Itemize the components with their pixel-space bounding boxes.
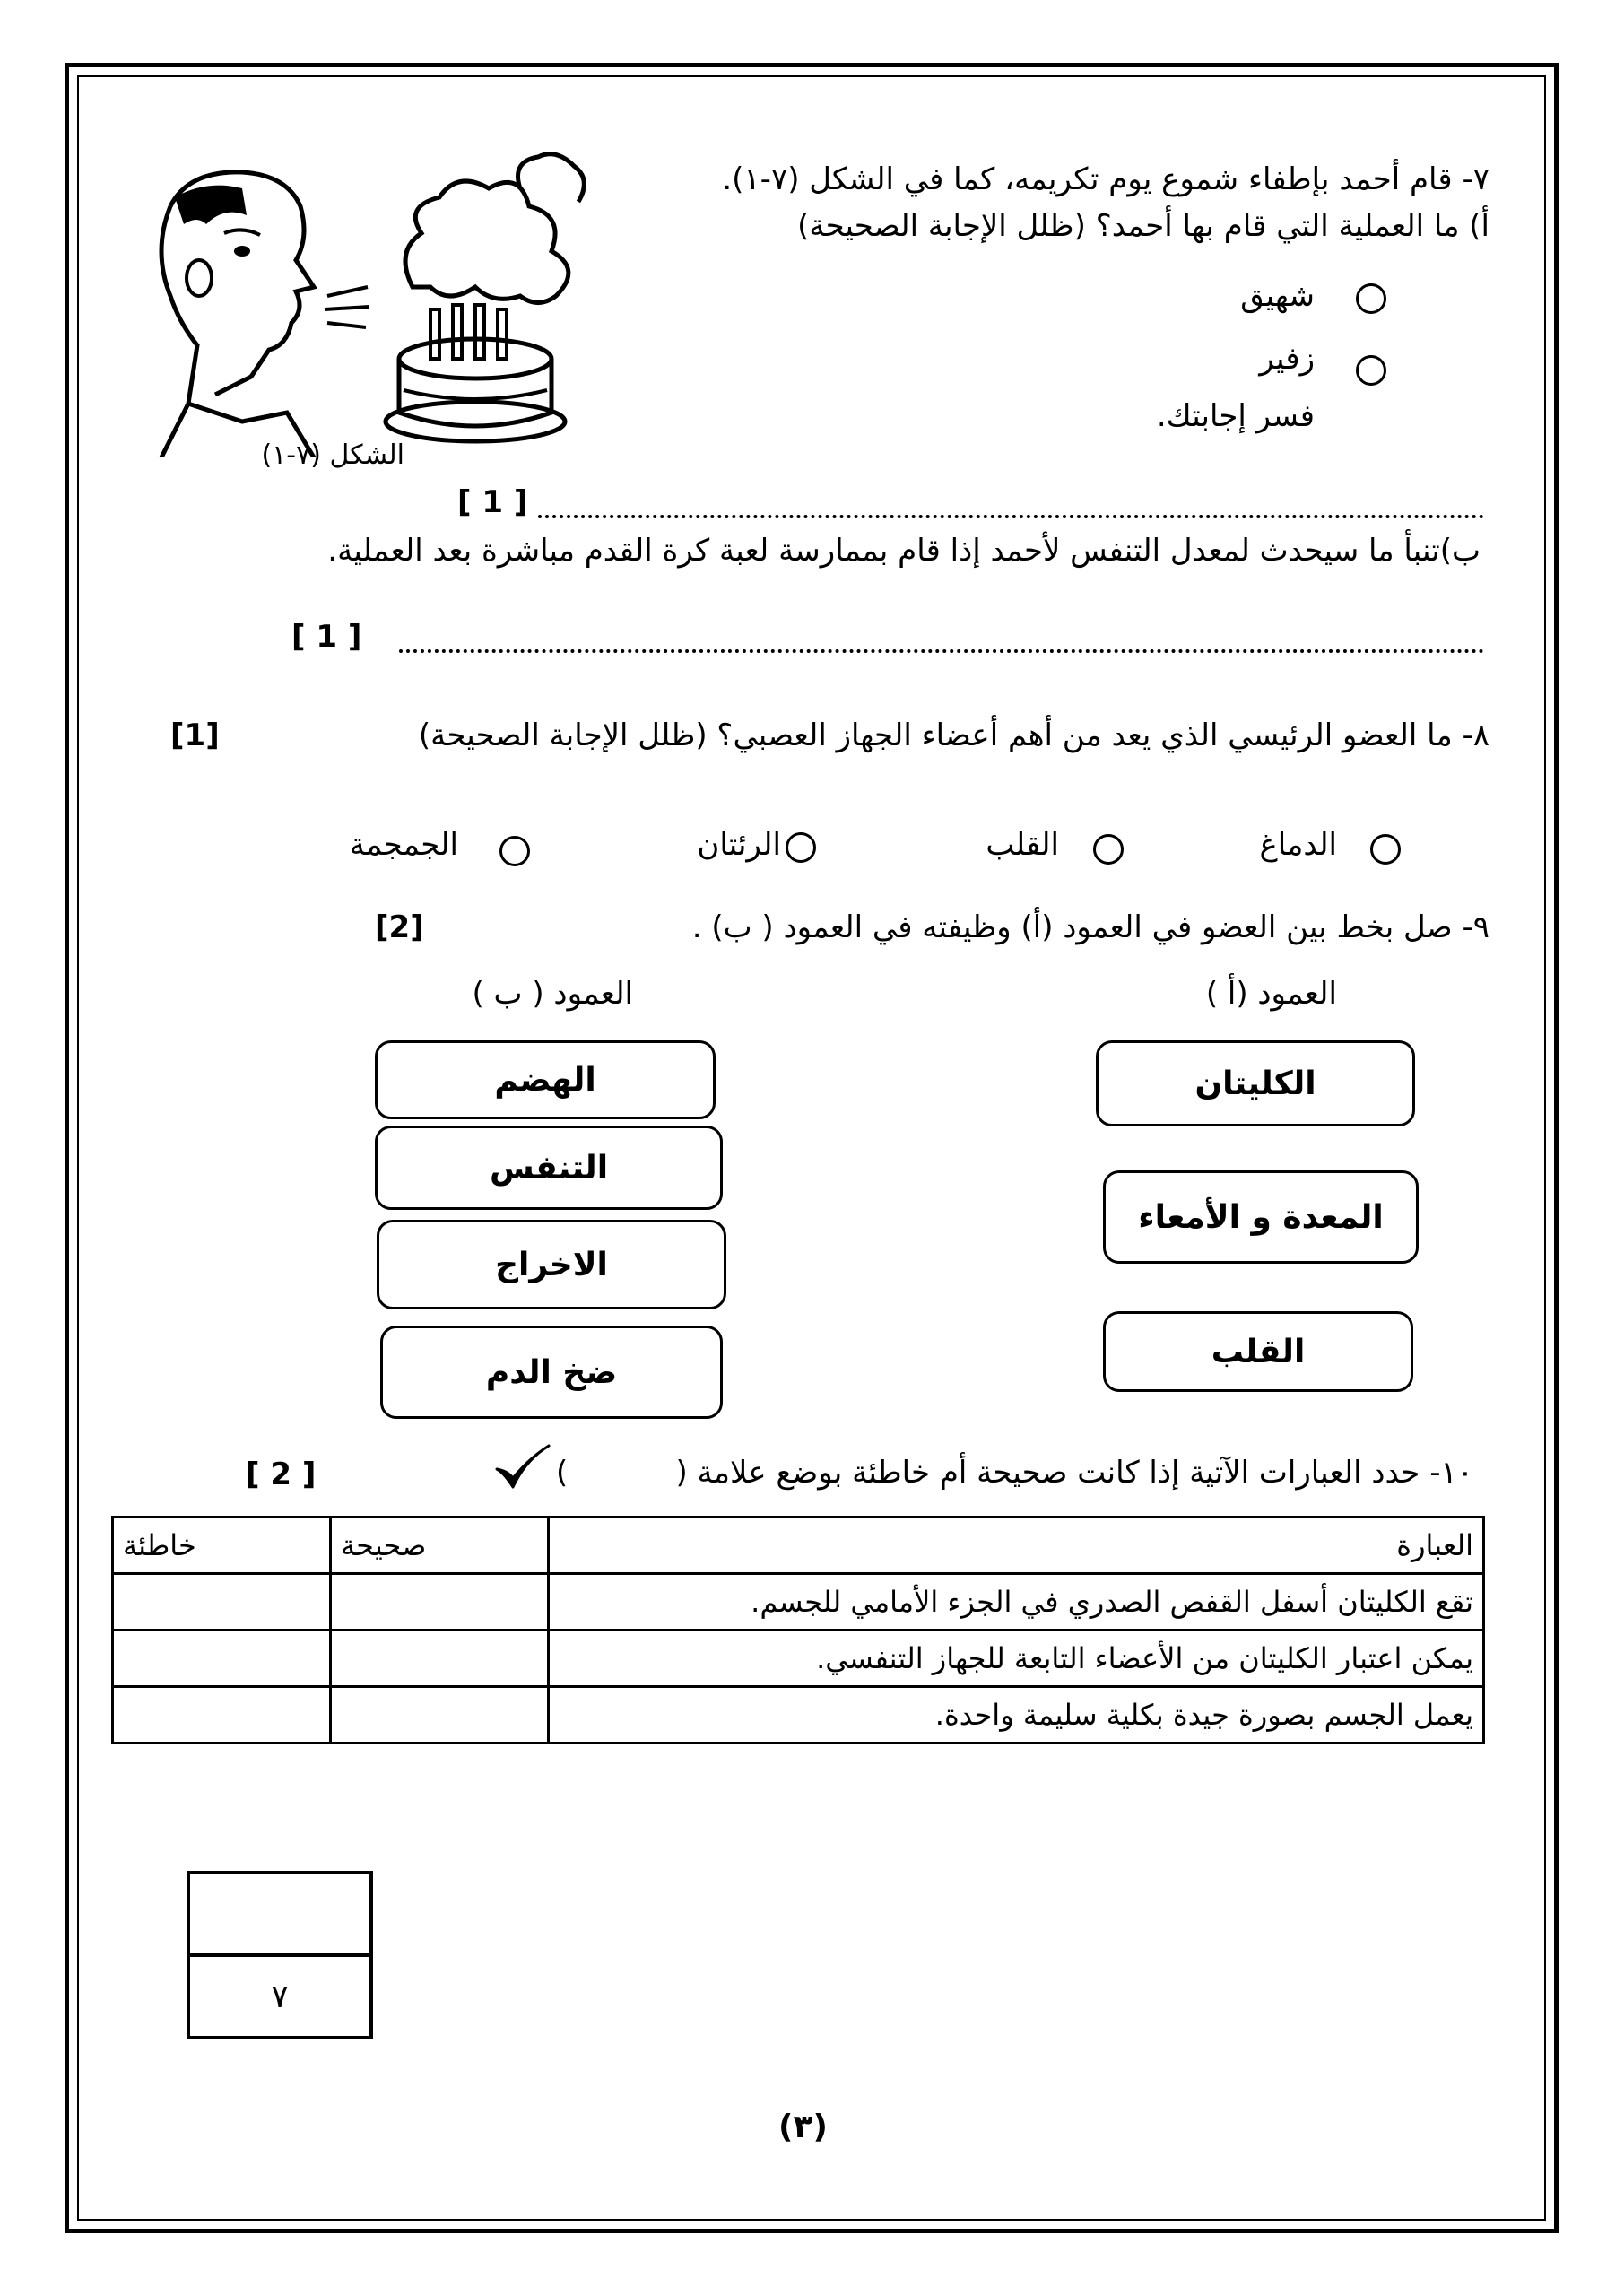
q7-mark-a: [ 1 ] bbox=[457, 484, 528, 520]
q10-title: ١٠- حدد العبارات الآتية إذا كانت صحيحة أم خاطئة بوضع علامة ( bbox=[675, 1455, 1473, 1491]
q9-col-b-item-pumping-blood[interactable]: ضخ الدم bbox=[380, 1326, 723, 1419]
table-header-row bbox=[113, 1518, 1484, 1574]
score-earned-cell[interactable] bbox=[188, 1873, 371, 1955]
table-row bbox=[113, 1574, 1484, 1631]
q10-mark: [ 2 ] bbox=[246, 1457, 317, 1492]
q9-col-a-header: العمود (أ ) bbox=[1205, 976, 1337, 1012]
q9-col-b-header: العمود ( ب ) bbox=[472, 976, 633, 1012]
true-false-table bbox=[111, 1516, 1485, 1744]
table-row bbox=[113, 1687, 1484, 1744]
q10-title-end: ) bbox=[556, 1455, 569, 1491]
q7-explain: فسر إجابتك. bbox=[1156, 398, 1315, 434]
q9-mark: [2] bbox=[375, 909, 424, 945]
q8-option-skull: الجمجمة bbox=[349, 827, 458, 863]
statement-cell: تقع الكليتان أسفل القفص الصدري في الجزء الأمامي للجسم. bbox=[549, 1574, 1484, 1631]
true-answer-cell[interactable] bbox=[331, 1687, 549, 1744]
q7-answer-line-b[interactable] bbox=[399, 649, 1484, 653]
q8-option-heart-radio[interactable] bbox=[1093, 834, 1124, 865]
q7-option-inhale: شهيق bbox=[1240, 278, 1315, 314]
header-statement: العبارة bbox=[549, 1518, 1484, 1574]
q7-mark-b: [ 1 ] bbox=[291, 619, 362, 655]
q9-col-b-item-respiration[interactable]: التنفس bbox=[375, 1126, 723, 1210]
statement-cell: يعمل الجسم بصورة جيدة بكلية سليمة واحدة. bbox=[549, 1687, 1484, 1744]
score-total-cell: ٧ bbox=[188, 1955, 371, 2038]
header-true: صحيحة bbox=[331, 1518, 549, 1574]
q9-col-b-item-excretion[interactable]: الاخراج bbox=[377, 1220, 726, 1309]
q8-option-brain: الدماغ bbox=[1259, 827, 1337, 863]
page-number: (٣) bbox=[778, 2109, 828, 2145]
q7-option-exhale: زفير bbox=[1259, 341, 1315, 377]
true-answer-cell[interactable] bbox=[331, 1631, 549, 1687]
q9-col-a-item-stomach[interactable]: المعدة و الأمعاء bbox=[1103, 1170, 1419, 1264]
q8-option-heart: القلب bbox=[986, 827, 1059, 863]
boy-blowing-candles-figure bbox=[135, 152, 601, 457]
q7-option-inhale-radio[interactable] bbox=[1356, 283, 1386, 314]
q8-mark: [1] bbox=[170, 718, 220, 753]
false-answer-cell[interactable] bbox=[113, 1631, 331, 1687]
header-false: خاطئة bbox=[113, 1518, 331, 1574]
q7-part-a: أ) ما العملية التي قام بها أحمد؟ (ظلل الإجابة الصحيحة) bbox=[797, 208, 1489, 244]
checkmark-icon bbox=[493, 1442, 552, 1492]
q8-title: ٨- ما العضو الرئيسي الذي يعد من أهم أعضاء الجهاز العصبي؟ (ظلل الإجابة الصحيحة) bbox=[418, 718, 1489, 753]
table-row bbox=[113, 1631, 1484, 1687]
q9-col-a-item-kidneys[interactable]: الكليتان bbox=[1096, 1040, 1415, 1126]
q8-option-lungs: الرئتان bbox=[697, 827, 781, 863]
q8-option-lungs-radio[interactable] bbox=[786, 832, 816, 863]
q7-part-b: ب)تنبأ ما سيحدث لمعدل التنفس لأحمد إذا قام بممارسة لعبة كرة القدم مباشرة بعد العملية. bbox=[327, 533, 1481, 569]
q8-option-skull-radio[interactable] bbox=[499, 836, 530, 866]
q9-col-a-item-heart[interactable]: القلب bbox=[1103, 1311, 1413, 1392]
q7-answer-line-a[interactable] bbox=[538, 515, 1484, 518]
q9-col-b-item-digestion[interactable]: الهضم bbox=[375, 1040, 716, 1119]
false-answer-cell[interactable] bbox=[113, 1687, 331, 1744]
q7-option-exhale-radio[interactable] bbox=[1356, 355, 1386, 386]
score-box bbox=[187, 1871, 373, 2039]
false-answer-cell[interactable] bbox=[113, 1574, 331, 1631]
true-answer-cell[interactable] bbox=[331, 1574, 549, 1631]
figure-caption: الشكل (٧-١) bbox=[261, 439, 404, 471]
statement-cell: يمكن اعتبار الكليتان من الأعضاء التابعة للجهاز التنفسي. bbox=[549, 1631, 1484, 1687]
q7-title: ٧- قام أحمد بإطفاء شموع يوم تكريمه، كما في الشكل (٧-١). bbox=[722, 161, 1489, 197]
q9-title: ٩- صل بخط بين العضو في العمود (أ) وظيفته في العمود ( ب) . bbox=[691, 909, 1489, 945]
q8-option-brain-radio[interactable] bbox=[1370, 834, 1401, 865]
